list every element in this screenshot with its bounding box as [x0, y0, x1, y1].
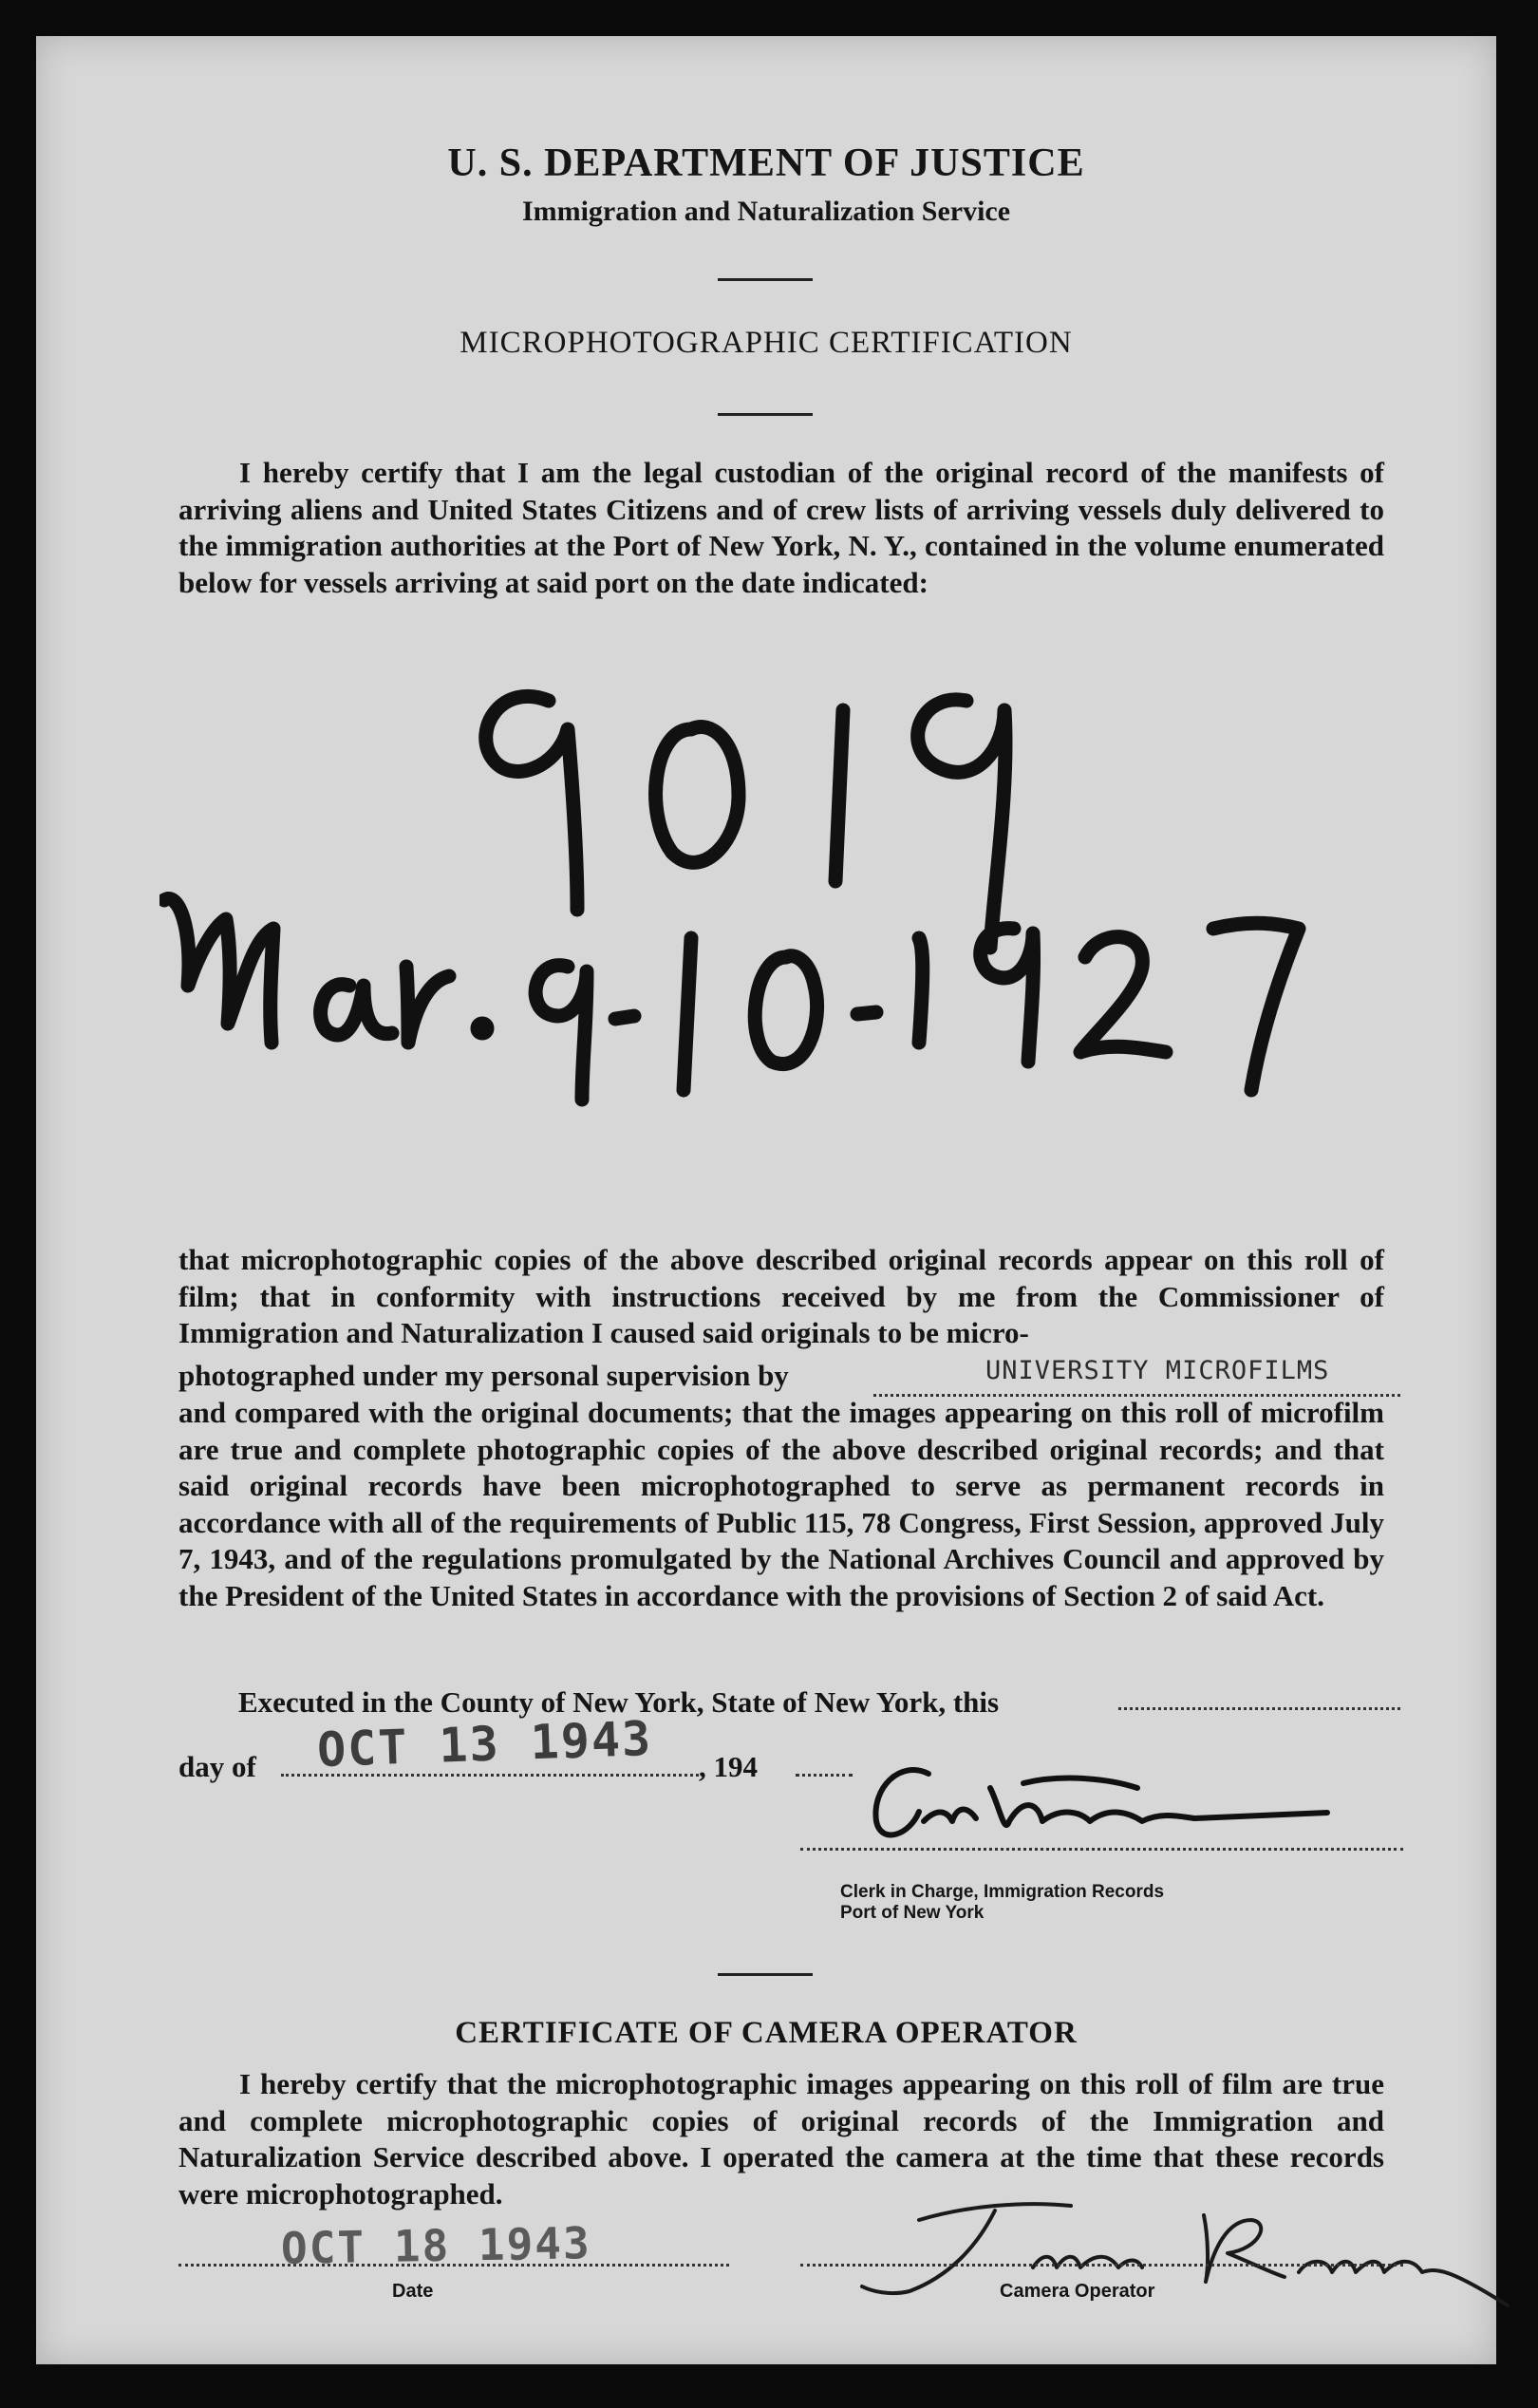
signature-line: [800, 1848, 1403, 1851]
clerk-office-line: Port of New York: [840, 1903, 985, 1923]
custodian-paragraph: [178, 455, 1384, 601]
handwritten-volume-entry: [159, 644, 1508, 1176]
handwritten-volume-number: [486, 696, 1005, 948]
divider: [718, 1973, 813, 1976]
certification-title: MICROPHOTOGRAPHIC CERTIFICATION: [460, 326, 1073, 360]
date-stamp: OCT 13 1943: [316, 1710, 654, 1778]
dotted-fill-line: [1118, 1707, 1400, 1710]
signature-line: [800, 2264, 1403, 2267]
operator-signature: [853, 2163, 1517, 2315]
year-prefix: , 194: [699, 1750, 758, 1783]
executed-statement: Executed in the County of New York, State of New York, this: [238, 1685, 1000, 1719]
camera-operator-title: CERTIFICATE OF CAMERA OPERATOR: [455, 2016, 1078, 2050]
copies-paragraph-end: and compared with the original documents; that the images appearing on this roll of microfilm are true and complete photographic copies of the above described original records; and that said original records have been microphotographed to serve as permanent records in accordance with all of the requirements of Public 115, 78 Congress, First Session, approved July 7, 1943, and of the regulations promulgated by the National Archives Council and approved by the President of the United States in accordance with the provisions of Section 2 of said Act.: [178, 1396, 1384, 1612]
operator-date-stamp: OCT 18 1943: [280, 2217, 592, 2274]
divider: [718, 278, 813, 281]
custodian-text: I hereby certify that I am the legal custodian of the original record of the manifests of arriving aliens and United States Citizens and of crew lists of arriving vessels duly delivered to the immigration authorities at the Port of New York, N. Y., contained in the volume enumerated below for vessels arriving at said port on the date indicated:: [178, 456, 1384, 599]
certificate-page: [36, 36, 1496, 2364]
service-subheading: Immigration and Naturalization Service: [521, 196, 1011, 227]
date-label: Date: [392, 2281, 434, 2302]
divider: [718, 413, 813, 416]
clerk-signature: [834, 1731, 1365, 1854]
camera-operator-label: Camera Operator: [1000, 2281, 1155, 2302]
photographed-by-label: photographed under my personal supervision by: [178, 1359, 789, 1392]
clerk-title-line: Clerk in Charge, Immigration Records: [840, 1882, 1165, 1902]
department-heading: U. S. DEPARTMENT OF JUSTICE: [447, 141, 1085, 185]
photographer-typed-entry: UNIVERSITY MICROFILMS: [985, 1356, 1330, 1385]
camera-operator-text: I hereby certify that the microphotographic images appearing on this roll of film are true and complete microphotographic copies of original records of the Immigration and Naturalization Service described above. I operated the camera at the time that these records were microphotographed.: [178, 2067, 1384, 2210]
day-of-label: day of: [178, 1750, 256, 1783]
clerk-title: [840, 1882, 1164, 1924]
handwritten-volume-date: [164, 898, 1299, 1100]
copies-paragraph-start: that microphotographic copies of the above described original records appear on this roll of film; that in conformity with instructions received by me from the Commissioner of Immigration and Naturalization I caused said originals to be micro-: [178, 1243, 1384, 1349]
